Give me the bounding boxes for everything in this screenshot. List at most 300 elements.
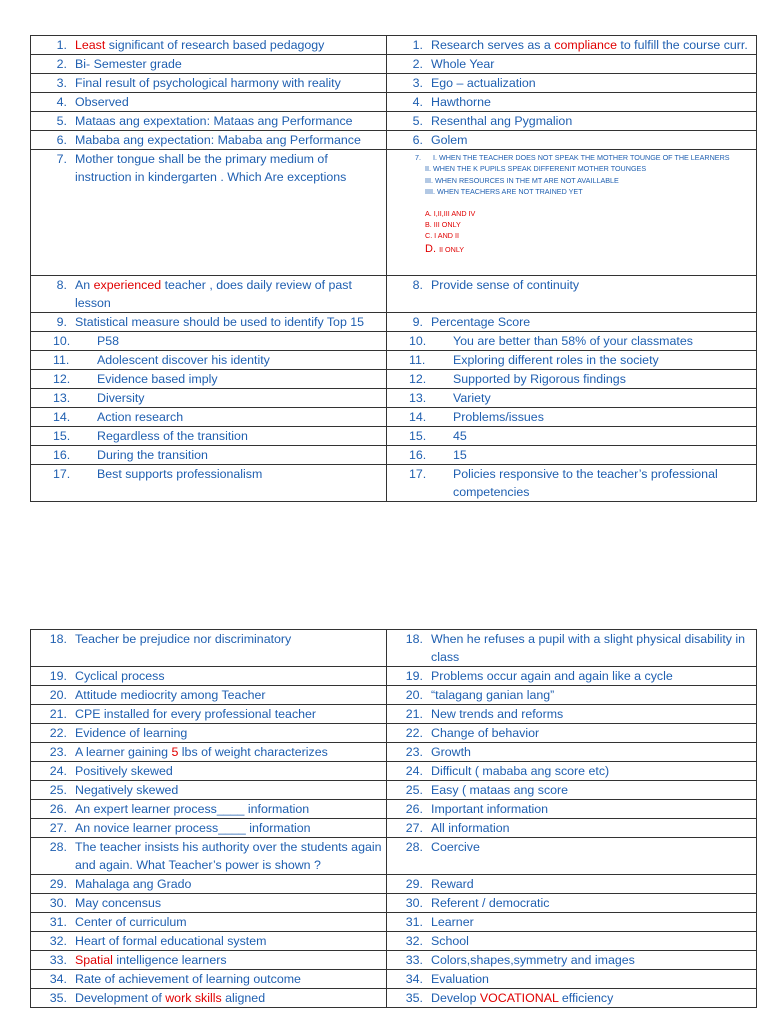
cell-text: Mababa ang expectation: Mababa ang Performance (75, 133, 361, 147)
answer-content (387, 894, 752, 912)
cell-text: An (75, 278, 94, 292)
highlight-text: 5 (171, 745, 179, 759)
table-row (31, 970, 757, 989)
question-text (71, 838, 382, 874)
table-row (31, 408, 757, 427)
question-number: 28. (49, 840, 67, 854)
cell-text: Statistical measure should be used to identify Top 15 (75, 315, 365, 329)
table-row (31, 389, 757, 408)
question-text (71, 93, 382, 111)
question-text (71, 989, 382, 1007)
question-number: 25. (49, 783, 67, 797)
choice-line (387, 242, 752, 256)
answer-cell (387, 686, 757, 705)
question-number: 15. (53, 429, 71, 443)
question-cell (31, 55, 387, 74)
cell-text: Percentage Score (431, 315, 531, 329)
answer-cell (387, 370, 757, 389)
option-line: II. WHEN THE K PUPILS SPEAK DIFFERENIT MOTHER TOUNGES (425, 164, 647, 174)
question-text (71, 781, 382, 799)
question-number: 8. (56, 278, 67, 292)
answer-number: 32. (405, 934, 423, 948)
question-content (31, 819, 382, 837)
answer-cell (387, 705, 757, 724)
question-cell (31, 93, 387, 112)
cell-text: Rate of achievement of learning outcome (75, 972, 301, 986)
question-text (71, 724, 382, 742)
question-text (71, 970, 382, 988)
cell-text: Final result of psychological harmony with reality (75, 76, 341, 90)
question-text (71, 800, 382, 818)
answer-number: 21. (405, 707, 423, 721)
answer-content (387, 743, 752, 761)
answer-number: 28. (405, 840, 423, 854)
cell-text: Provide sense of continuity (431, 278, 580, 292)
option-line: 7. I. WHEN THE TEACHER DOES NOT SPEAK THE MOTHER TOUNGE OF THE LEARNERS (401, 153, 730, 162)
question-number: 33. (49, 953, 67, 967)
answer-text (427, 913, 752, 931)
question-content (31, 408, 382, 426)
cell-text: Colors,shapes,symmetry and images (431, 953, 635, 967)
answer-text (427, 781, 752, 799)
answer-cell (387, 389, 757, 408)
cell-text: Bi- Semester grade (75, 57, 182, 71)
question-number: 26. (49, 802, 67, 816)
question-text (71, 894, 382, 912)
cell-text: P58 (97, 334, 120, 348)
answer-number: 31. (405, 915, 423, 929)
answer-content (387, 465, 752, 501)
question-text (97, 389, 382, 407)
answer-cell (387, 894, 757, 913)
question-text (71, 131, 382, 149)
answer-number: 14. (409, 410, 427, 424)
question-cell (31, 370, 387, 389)
cell-text: Change of behavior (431, 726, 540, 740)
answer-number: 24. (405, 764, 423, 778)
answer-text (427, 724, 752, 742)
answer-number: 15. (409, 429, 427, 443)
answer-number: 12. (409, 372, 427, 386)
answer-content (387, 93, 752, 111)
answer-cell (387, 150, 757, 276)
question-cell (31, 446, 387, 465)
answer-content (387, 838, 752, 856)
answer-text (427, 667, 752, 685)
answer-number: 23. (405, 745, 423, 759)
answer-cell (387, 875, 757, 894)
cell-text: Center of curriculum (75, 915, 187, 929)
spacer (387, 198, 752, 208)
cell-text: Diversity (97, 391, 145, 405)
cell-text: Evaluation (431, 972, 489, 986)
question-number: 34. (49, 972, 67, 986)
question-content (31, 724, 382, 742)
answer-content (387, 630, 752, 666)
answer-content (387, 36, 752, 54)
answer-number: 29. (405, 877, 423, 891)
question-number: 23. (49, 745, 67, 759)
answer-text (427, 74, 752, 92)
answer-number: 19. (405, 669, 423, 683)
cell-text: significant of research based pedagogy (105, 38, 325, 52)
choice-line: C. I AND II (425, 231, 459, 241)
question-cell (31, 313, 387, 332)
answer-number: 20. (405, 688, 423, 702)
answer-cell (387, 743, 757, 762)
question-text (97, 465, 382, 483)
cell-text: Exploring different roles in the society (453, 353, 659, 367)
answer-text (427, 112, 752, 130)
question-text (71, 743, 382, 761)
cell-text: Important information (431, 802, 549, 816)
cell-text: Problems/issues (453, 410, 544, 424)
question-text (97, 408, 382, 426)
cell-text: 45 (453, 429, 467, 443)
cell-text: Positively skewed (75, 764, 173, 778)
answer-content (387, 427, 752, 445)
answer-content (387, 951, 752, 969)
question-content (31, 989, 382, 1007)
answer-number: 27. (405, 821, 423, 835)
table-row (31, 762, 757, 781)
answer-number: 9. (412, 315, 423, 329)
question-text (71, 55, 382, 73)
table-row (31, 112, 757, 131)
question-number: 12. (53, 372, 71, 386)
question-cell (31, 630, 387, 667)
question-cell (31, 150, 387, 276)
question-cell (31, 705, 387, 724)
question-number: 20. (49, 688, 67, 702)
answer-cell (387, 781, 757, 800)
cell-text: Policies responsive to the teacher’s professional competencies (453, 467, 718, 499)
question-number: 32. (49, 934, 67, 948)
table-row (31, 332, 757, 351)
question-content (31, 370, 382, 388)
cell-text: Problems occur again and again like a cycle (431, 669, 673, 683)
question-cell (31, 74, 387, 93)
table-row (31, 150, 757, 276)
answer-content (387, 970, 752, 988)
table-row (31, 838, 757, 875)
highlight-text: Least (75, 38, 106, 52)
answer-number: 18. (405, 632, 423, 646)
question-number: 11. (53, 353, 70, 367)
cell-text: Evidence of learning (75, 726, 188, 740)
cell-text: Growth (431, 745, 471, 759)
cell-text: Research serves as a (431, 38, 555, 52)
cell-text: All information (431, 821, 510, 835)
question-number: 17. (53, 467, 71, 481)
answer-number: 17. (409, 467, 427, 481)
question-text (71, 112, 382, 130)
question-cell (31, 408, 387, 427)
cell-text: Negatively skewed (75, 783, 179, 797)
answer-text (453, 427, 752, 445)
answer-content (387, 370, 752, 388)
question-text (97, 332, 382, 350)
table-row (31, 427, 757, 446)
answer-number: 8. (412, 278, 423, 292)
question-text (71, 150, 382, 186)
table-row (31, 667, 757, 686)
question-text (71, 36, 382, 54)
answer-content (387, 875, 752, 893)
answer-cell (387, 932, 757, 951)
question-number: 9. (56, 315, 67, 329)
cell-text: Supported by Rigorous findings (453, 372, 626, 386)
cell-text: Development of (75, 991, 166, 1005)
answer-cell (387, 465, 757, 502)
answer-cell (387, 131, 757, 150)
table-row (31, 724, 757, 743)
answer-cell (387, 332, 757, 351)
answer-content (387, 408, 752, 426)
answer-cell (387, 55, 757, 74)
question-content (31, 932, 382, 950)
choice-line: B. III ONLY (425, 220, 461, 230)
choice-letter: D. (425, 242, 440, 255)
answer-content (387, 332, 752, 350)
question-cell (31, 932, 387, 951)
question-cell (31, 838, 387, 875)
highlight-text: compliance (554, 38, 617, 52)
question-cell (31, 724, 387, 743)
answer-options (387, 150, 752, 256)
answer-number: 4. (412, 95, 423, 109)
answer-cell (387, 800, 757, 819)
answer-cell (387, 630, 757, 667)
answer-cell (387, 74, 757, 93)
answer-cell (387, 762, 757, 781)
table-row (31, 446, 757, 465)
option-line: IIII. WHEN TEACHERS ARE NOT TRAINED YET (425, 187, 583, 197)
cell-text: Mother tongue shall be the primary medium of instruction in kindergarten . Which Are exceptions (75, 152, 347, 184)
question-cell (31, 667, 387, 686)
question-content (31, 875, 382, 893)
answer-number: 3. (412, 76, 423, 90)
answer-text (427, 989, 752, 1007)
question-number: 35. (49, 991, 67, 1005)
question-text (71, 74, 382, 92)
answer-cell (387, 408, 757, 427)
cell-text: Mahalaga ang Grado (75, 877, 192, 891)
highlight-text: work skills (165, 991, 222, 1005)
answer-cell (387, 276, 757, 313)
answer-text (453, 370, 752, 388)
question-cell (31, 332, 387, 351)
cell-text: Coercive (431, 840, 480, 854)
question-content (31, 970, 382, 988)
question-content (31, 951, 382, 969)
question-content (31, 686, 382, 704)
answer-cell (387, 427, 757, 446)
answer-text (427, 762, 752, 780)
answer-text (427, 875, 752, 893)
table-row (31, 313, 757, 332)
table-row (31, 705, 757, 724)
question-content (31, 351, 382, 369)
cell-text: 15 (453, 448, 467, 462)
question-number: 6. (56, 133, 67, 147)
choice-line: A. I,II,III AND IV (425, 208, 476, 218)
reviewer-table-1 (30, 35, 757, 502)
answer-content (387, 389, 752, 407)
cell-text: You are better than 58% of your classmates (453, 334, 693, 348)
table-row (31, 36, 757, 55)
cell-text: Ego – actualization (431, 76, 536, 90)
answer-text (453, 332, 752, 350)
question-cell (31, 951, 387, 970)
answer-number: 13. (409, 391, 427, 405)
choice-text: II ONLY (439, 244, 465, 254)
question-text (71, 951, 382, 969)
cell-text: Action research (97, 410, 184, 424)
question-cell (31, 800, 387, 819)
cell-text: Referent / democratic (431, 896, 550, 910)
question-content (31, 276, 382, 312)
answer-cell (387, 93, 757, 112)
question-content (31, 93, 382, 111)
question-cell (31, 743, 387, 762)
question-cell (31, 36, 387, 55)
answer-text (427, 894, 752, 912)
answer-cell (387, 112, 757, 131)
answer-text (427, 36, 752, 54)
answer-content (387, 781, 752, 799)
question-content (31, 705, 382, 723)
question-content (31, 838, 382, 874)
answer-text (427, 932, 752, 950)
answer-number: 6. (412, 133, 423, 147)
answer-cell (387, 446, 757, 465)
question-number: 29. (49, 877, 67, 891)
question-number: 21. (49, 707, 67, 721)
question-cell (31, 781, 387, 800)
answer-content (387, 667, 752, 685)
cell-text: School (431, 934, 469, 948)
question-text (97, 370, 382, 388)
question-cell (31, 686, 387, 705)
question-content (31, 446, 382, 464)
table-row (31, 932, 757, 951)
answer-content (387, 913, 752, 931)
answer-text (427, 630, 752, 666)
table-row (31, 276, 757, 313)
question-text (71, 819, 382, 837)
answer-content (387, 351, 752, 369)
table-row (31, 465, 757, 502)
answer-text (427, 800, 752, 818)
question-content (31, 112, 382, 130)
question-content (31, 781, 382, 799)
question-number: 19. (49, 669, 67, 683)
question-text (71, 686, 382, 704)
question-number: 1. (56, 38, 67, 52)
answer-number: 33. (405, 953, 423, 967)
question-number: 7. (56, 152, 67, 166)
answer-cell (387, 819, 757, 838)
cell-text: Develop (431, 991, 480, 1005)
question-cell (31, 913, 387, 932)
answer-number: 30. (405, 896, 423, 910)
highlight-text: VOCATIONAL (479, 991, 559, 1005)
question-content (31, 743, 382, 761)
cell-text: Learner (431, 915, 474, 929)
question-cell (31, 819, 387, 838)
question-content (31, 55, 382, 73)
answer-text (427, 131, 752, 149)
question-text (71, 630, 382, 648)
table-row (31, 894, 757, 913)
question-number: 22. (49, 726, 67, 740)
question-content (31, 131, 382, 149)
cell-text: May concensus (75, 896, 162, 910)
answer-text (427, 743, 752, 761)
question-content (31, 36, 382, 54)
answer-number: 22. (405, 726, 423, 740)
table-row (31, 131, 757, 150)
question-text (71, 932, 382, 950)
question-content (31, 74, 382, 92)
answer-number: 1. (412, 38, 423, 52)
answer-content (387, 800, 752, 818)
answer-cell (387, 838, 757, 875)
cell-text: Evidence based imply (97, 372, 218, 386)
cell-text: During the transition (97, 448, 208, 462)
answer-content (387, 74, 752, 92)
table-row (31, 800, 757, 819)
answer-content (387, 686, 752, 704)
question-text (71, 276, 382, 312)
cell-text: Cyclical process (75, 669, 165, 683)
answer-number: 26. (405, 802, 423, 816)
answer-content (387, 762, 752, 780)
table-row (31, 55, 757, 74)
table-row (31, 913, 757, 932)
question-text (71, 875, 382, 893)
table-row (31, 351, 757, 370)
highlight-text: experienced (93, 278, 162, 292)
answer-content (387, 112, 752, 130)
question-cell (31, 112, 387, 131)
answer-number: 11. (409, 353, 426, 367)
question-text (71, 913, 382, 931)
question-content (31, 762, 382, 780)
cell-text: Attitude mediocrity among Teacher (75, 688, 266, 702)
table-row (31, 74, 757, 93)
cell-text: Best supports professionalism (97, 467, 263, 481)
question-number: 5. (56, 114, 67, 128)
table-row (31, 370, 757, 389)
question-text (71, 667, 382, 685)
answer-content (387, 819, 752, 837)
answer-text (427, 313, 752, 331)
cell-text: Difficult ( mababa ang score etc) (431, 764, 610, 778)
question-cell (31, 970, 387, 989)
answer-cell (387, 351, 757, 370)
answer-text (427, 951, 752, 969)
cell-text: intelligence learners (112, 953, 227, 967)
answer-number: 5. (412, 114, 423, 128)
question-content (31, 389, 382, 407)
cell-text: Golem (431, 133, 468, 147)
cell-text: Easy ( mataas ang score (431, 783, 569, 797)
question-number: 4. (56, 95, 67, 109)
table-row (31, 951, 757, 970)
cell-text: Variety (453, 391, 491, 405)
